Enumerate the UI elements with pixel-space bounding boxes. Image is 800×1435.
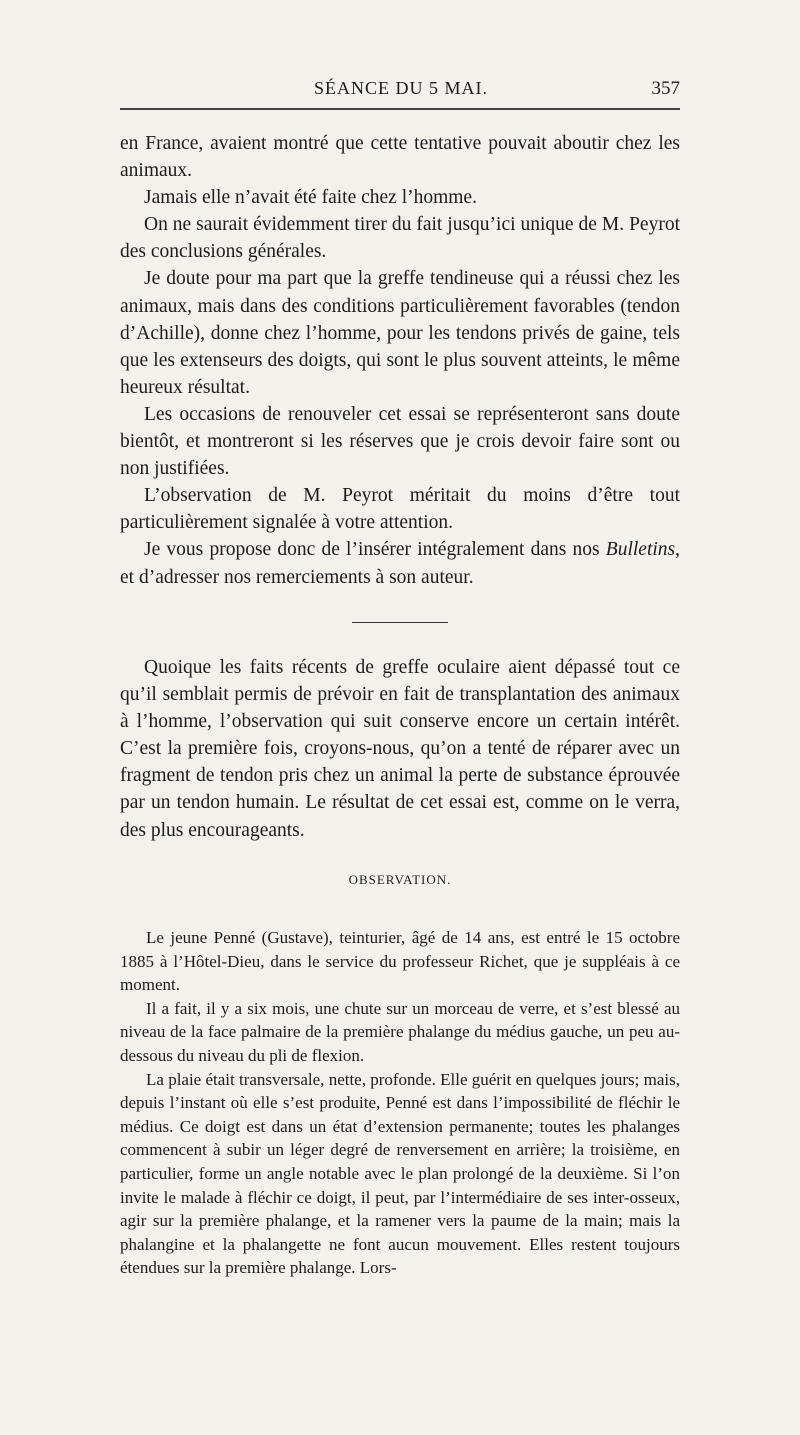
proposal-text-end: , et d’adresser nos remerciements à son auteur. xyxy=(120,539,680,588)
header-rule xyxy=(120,108,680,110)
paragraph: Je doute pour ma part que la greffe tendineuse qui a réussi chez les animaux, mais dans des conditions particulièrement favorables (tendon d’Achille), donne chez l’homme, pour les tendons privés de gaine, tels que les extenseurs des doigts, qui sont le plus souvent atteints, le même heureux résultat. xyxy=(120,268,680,398)
observation-heading: OBSERVATION. xyxy=(348,872,452,887)
paragraph: Jamais elle n’avait été faite chez l’homme. xyxy=(144,187,477,209)
paragraph-continuation: en France, avaient montré que cette tentative pouvait aboutir chez les animaux. xyxy=(120,133,680,182)
journal-title: Bulletins xyxy=(605,539,676,561)
proposal-text: Je vous propose donc de l’insérer intégralement dans nos xyxy=(144,539,606,561)
page-number: 357 xyxy=(651,78,680,99)
section-intro xyxy=(120,654,680,844)
observation-paragraph: Le jeune Penné (Gustave), teinturier, âgé de 14 ans, est entré le 15 octobre 1885 à l’Hôtel-Dieu, dans le service du professeur Richet, que je suppléais à ce moment. xyxy=(120,928,680,995)
observation-paragraph: La plaie était transversale, nette, profonde. Elle guérit en quelques jours; mais, depuis l’instant où elle s’est produite, Penné est dans l’impossibilité de fléchir le médius. Ce doigt est dans un état d’extension permanente; toutes les phalanges commencent à subir un léger degré de renversement en arrière; la troisième, en particulier, forme un angle notable avec le plan prolongé de la deuxième. Si l’on invite le malade à fléchir ce doigt, il peut, par l’intermédiaire de ses inter-osseux, agir sur la première phalange, et la ramener vers la paume de la main; mais la phalangine et la phalangette ne font aucun mouvement. Elles restent toujours étendues sur la première phalange. Lors- xyxy=(120,1069,680,1278)
paragraph: Les occasions de renouveler cet essai se représenteront sans doute bientôt, et montreront si les réserves que je crois devoir faire sont ou non justifiées. xyxy=(120,403,680,480)
header-title: SÉANCE DU 5 MAI. xyxy=(313,78,488,98)
paragraph-proposal xyxy=(120,536,680,590)
section-separator xyxy=(352,622,448,623)
observation-paragraph: Il a fait, il y a six mois, une chute sur un morceau de verre, et s’est blessé au niveau de la face palmaire de la première phalange du médius gauche, un peu au-dessous du niveau du pli de flexion. xyxy=(120,998,680,1065)
observation-body xyxy=(120,926,680,1280)
report-conclusion xyxy=(120,130,680,591)
paragraph: L’observation de M. Peyrot méritait du moins d’être tout particulièrement signalée à votre attention. xyxy=(120,485,680,534)
paragraph: Quoique les faits récents de greffe oculaire aient dépassé tout ce qu’il semblait permis de prévoir en fait de transplantation des animaux à l’homme, l’observation qui suit conserve encore un certain intérêt. C’est la première fois, croyons-nous, qu’on a tenté de réparer avec un fragment de tendon pris chez un animal la perte de substance éprouvée par un tendon humain. Le résultat de cet essai est, comme on le verra, des plus encourageants. xyxy=(120,657,680,841)
paragraph: On ne saurait évidemment tirer du fait jusqu’ici unique de M. Peyrot des conclusions générales. xyxy=(120,214,680,263)
running-header xyxy=(122,78,680,100)
